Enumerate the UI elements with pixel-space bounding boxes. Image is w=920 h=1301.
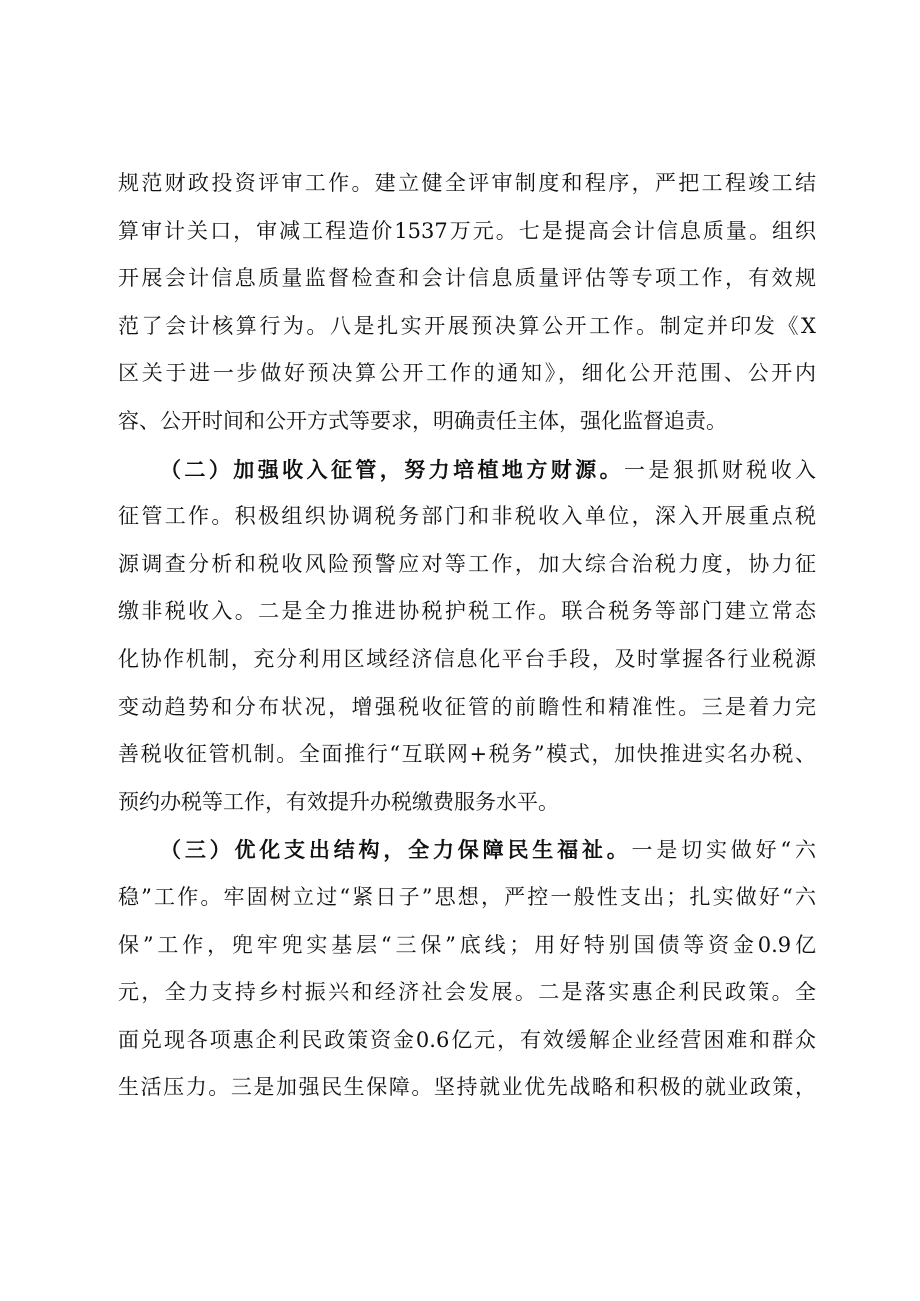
paragraph-line: 算审计关口，审减工程造价1537万元。七是提高会计信息质量。组织 [118,218,816,243]
paragraph-line: 区关于进一步做好预决算公开工作的通知》，细化公开范围、公开内 [118,361,816,386]
paragraph-line: 范了会计核算行为。八是扎实开展预决算公开工作。制定并印发《X [118,313,816,338]
paragraph-line: 元，全力支持乡村振兴和经济社会发展。二是落实惠企利民政策。全 [118,980,816,1005]
paragraph-line: 面兑现各项惠企利民政策资金0.6亿元，有效缓解企业经营困难和群众 [118,1027,816,1052]
paragraph-line: 预约办税等工作，有效提升办税缴费服务水平。 [118,789,559,814]
paragraph-text: 一是切实做好“六 [631,838,816,863]
paragraph-line: 变动趋势和分布状况，增强税收征管的前瞻性和精准性。三是着力完 [118,694,816,719]
paragraph-line: 开展会计信息质量监督检查和会计信息质量评估等专项工作，有效规 [118,266,816,291]
paragraph-line: 化协作机制，充分利用区域经济信息化平台手段，及时掌握各行业税源 [118,646,816,671]
document-body [118,160,816,1112]
paragraph-line: 源调查分析和税收风险预警应对等工作，加大综合治税力度，协力征 [118,551,816,576]
paragraph-line: 缴非税收入。二是全力推进协税护税工作。联合税务等部门建立常态 [118,599,816,624]
paragraph-line: 生活压力。三是加强民生保障。坚持就业优先战略和积极的就业政策， [118,1075,816,1100]
section-heading: （二）加强收入征管，努力培植地方财源。 [160,456,625,482]
paragraph-line: 征管工作。积极组织协调税务部门和非税收入单位，深入开展重点税 [118,504,816,529]
section-heading: （三）优化支出结构，全力保障民生福祉。 [160,837,632,863]
paragraph-line: 稳”工作。牢固树立过“紧日子”思想，严控一般性支出；扎实做好“六 [118,884,816,909]
paragraph-line: 规范财政投资评审工作。建立健全评审制度和程序，严把工程竣工结 [118,171,816,195]
paragraph-text: 一是狠抓财税收入 [624,457,817,482]
paragraph-line: 善税收征管机制。全面推行“互联网+税务”模式，加快推进实名办税、 [118,742,816,767]
paragraph-first-line [118,826,816,874]
paragraph-first-line [118,446,816,494]
paragraph-line: 保”工作，兜牢兜实基层“三保”底线；用好特别国债等资金0.9亿 [118,932,816,957]
paragraph-line: 容、公开时间和公开方式等要求，明确责任主体，强化监督追责。 [118,408,727,433]
